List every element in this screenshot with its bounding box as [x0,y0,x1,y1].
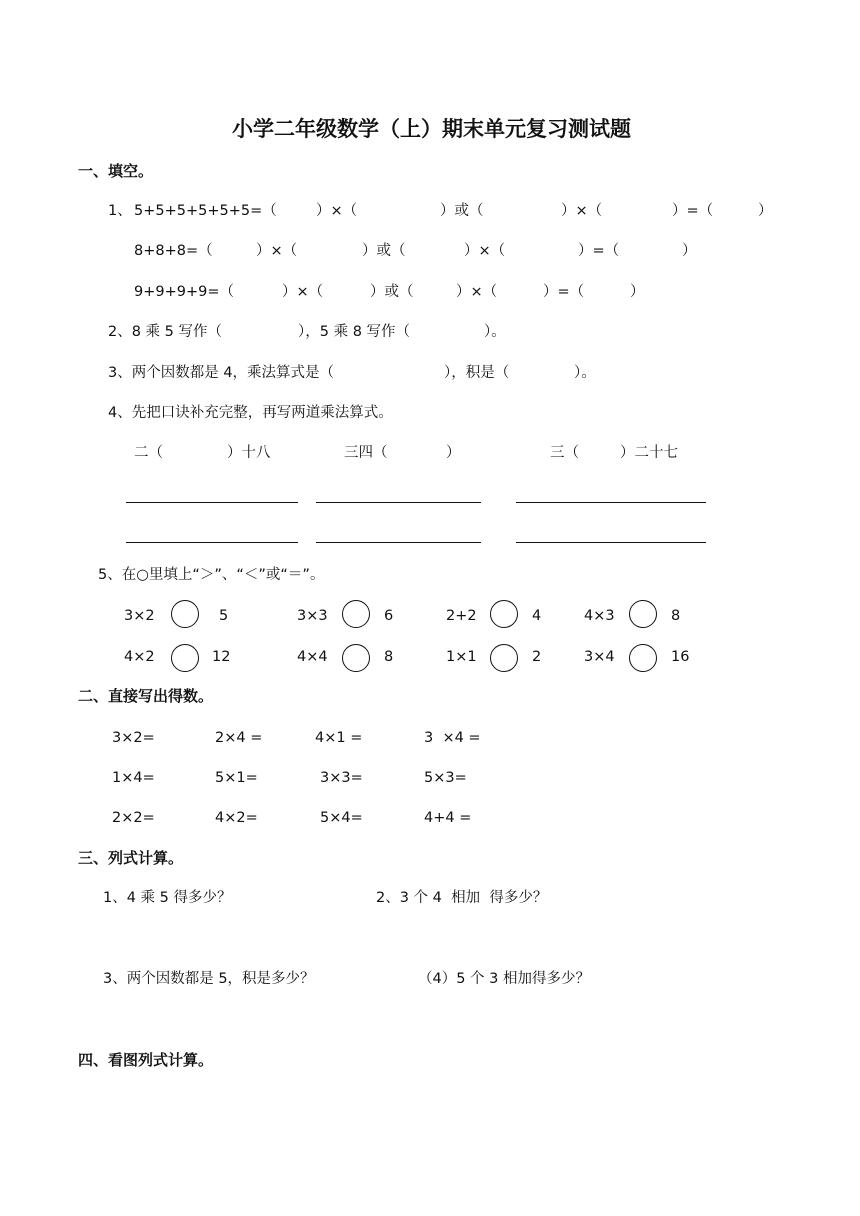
calc-item: 4+4 = [424,810,472,826]
compare-right: 4 [532,608,542,624]
compare-right: 12 [212,649,231,665]
section-4-heading: 四、看图列式计算。 [78,1051,214,1069]
q4-rhyme1-b: ）十八 [227,445,271,461]
calc-item: 2×2= [112,810,155,826]
answer-line [316,542,481,543]
q2-part3: ）。 [484,324,506,340]
compare-circle[interactable] [171,600,199,628]
q4-text: 4、先把口诀补充完整，再写两道乘法算式。 [108,405,393,421]
q1-line2-part1: 8+8+8=（ [134,243,213,259]
q1-line3-part1: 9+9+9+9=（ [134,284,234,300]
answer-line [126,542,298,543]
q3-part1: 3、两个因数都是 4，乘法算式是（ [108,365,335,381]
q1-line1-part1: 5+5+5+5+5+5=（ [134,203,277,219]
q1-line1-part6: ） [758,203,773,219]
q1-line3-part3: ）或（ [370,284,414,300]
compare-circle[interactable] [342,600,370,628]
compare-circle[interactable] [171,644,199,672]
calc-item: 3×2= [112,730,155,746]
q4-rhyme3-a: 三（ [550,445,579,461]
answer-line [316,502,481,503]
section-2-heading: 二、直接写出得数。 [78,687,214,705]
compare-right: 16 [671,649,690,665]
q4-rhyme1-a: 二（ [134,445,163,461]
q1-line1-part3: ）或（ [440,203,484,219]
compare-right: 8 [671,608,681,624]
compare-circle[interactable] [629,644,657,672]
compare-right: 5 [219,608,229,624]
q4-rhyme2-a: 三四（ [344,445,388,461]
q3-part3: ）。 [574,365,596,381]
calc-item: 2×4 = [215,730,263,746]
compare-left: 4×3 [584,608,615,624]
compare-circle[interactable] [629,600,657,628]
q1-line1-part5: ）=（ [672,203,714,219]
compare-left: 3×4 [584,649,615,665]
compare-right: 2 [532,649,542,665]
answer-line [516,502,706,503]
q4-rhyme3-b: ）二十七 [620,445,678,461]
calc-item: 5×4= [320,810,363,826]
q1-line2-part5: ）=（ [578,243,620,259]
q1-number: 1、 [108,203,132,219]
compare-left: 1×1 [446,649,477,665]
compare-left: 2+2 [446,608,477,624]
calc-item: 3 ×4 = [424,730,481,746]
section-1-heading: 一、填空。 [78,162,154,180]
q1-line3-part2: ）×（ [282,284,324,300]
q1-line3-part6: ） [630,284,645,300]
q1-line2-part4: ）×（ [464,243,506,259]
q1-line1-part2: ）×（ [316,203,358,219]
q2-part1: 2、8 乘 5 写作（ [108,324,223,340]
page-title: 小学二年级数学（上）期末单元复习测试题 [232,117,631,141]
q1-line3-part5: ）=（ [543,284,585,300]
calc-item: 3×3= [320,770,363,786]
compare-left: 4×2 [124,649,155,665]
word-problem-4: （4）5 个 3 相加得多少？ [418,971,591,987]
word-problem-3: 3、两个因数都是 5，积是多少？ [103,971,315,987]
calc-item: 1×4= [112,770,155,786]
section-3-heading: 三、列式计算。 [78,849,184,867]
compare-left: 3×2 [124,608,155,624]
answer-line [516,542,706,543]
q3-part2: ），积是（ [444,365,510,381]
calc-item: 5×1= [215,770,258,786]
q1-line3-part4: ）×（ [456,284,498,300]
q1-line2-part3: ）或（ [362,243,406,259]
compare-right: 8 [384,649,394,665]
calc-item: 4×1 = [315,730,363,746]
q1-line2-part2: ）×（ [256,243,298,259]
compare-circle[interactable] [490,644,518,672]
answer-line [126,502,298,503]
compare-left: 4×4 [297,649,328,665]
q5-text: 5、在○里填上“＞”、“＜”或“＝”。 [98,567,325,583]
q2-part2: ），5 乘 8 写作（ [298,324,411,340]
word-problem-1: 1、4 乘 5 得多少？ [103,890,232,906]
compare-left: 3×3 [297,608,328,624]
q1-line2-part6: ） [682,243,697,259]
calc-item: 4×2= [215,810,258,826]
word-problem-2: 2、3 个 4 相加 得多少？ [376,890,548,906]
compare-right: 6 [384,608,394,624]
q4-rhyme2-b: ） [446,445,461,461]
q1-line1-part4: ）×（ [561,203,603,219]
compare-circle[interactable] [490,600,518,628]
compare-circle[interactable] [342,644,370,672]
calc-item: 5×3= [424,770,467,786]
